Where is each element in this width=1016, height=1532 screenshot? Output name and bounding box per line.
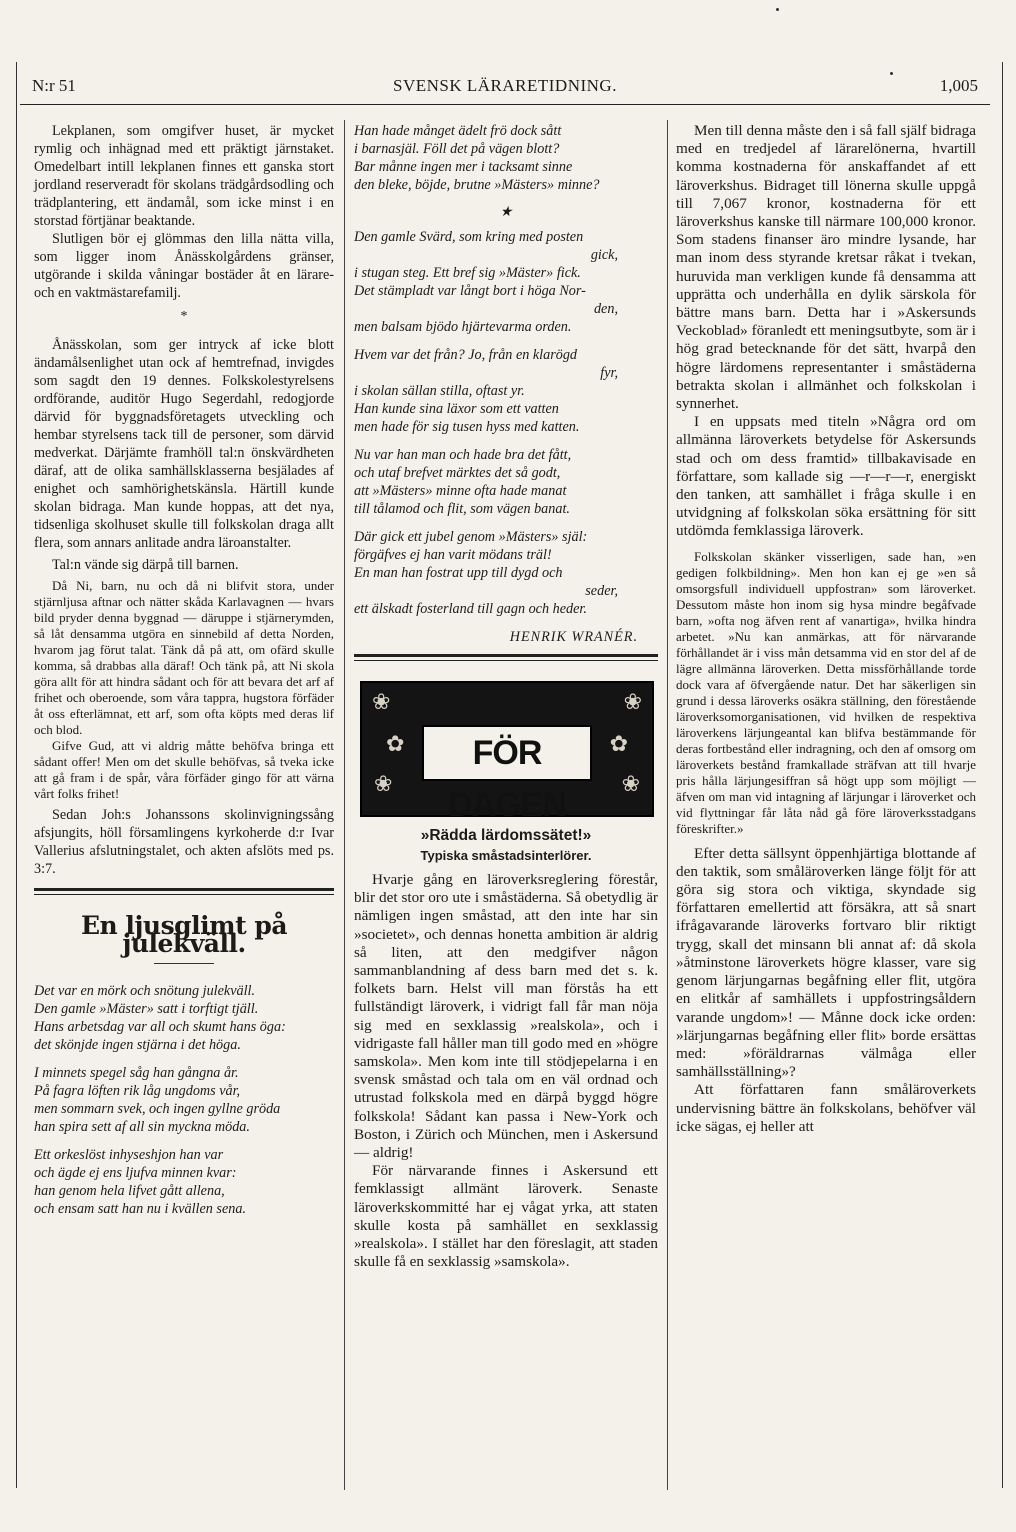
page-number: 1,005 (939, 76, 978, 95)
banner-text: FÖR DAGEN (422, 725, 592, 781)
poem-line: Han kunde sina läxor som ett vatten (354, 401, 559, 417)
paragraph: Efter detta sällsynt öppenhjärtiga blottande af den taktik, som småläroverken länge följt för att göra sig stora och viktiga, skyndade sig författaren emellertid att försäkra, att så snart ifrågavarande läroverks fortvaro blir riktigt trygg, skall det minsann bli annat af: då skola »åtminstone läroverkets högre klasser, vare sig genom lärjungarnas begåfning eller flit, utgöra en elitkår af samhällets i uppfostringsåldern varande ungdom»! — Månne dock icke orden: »lärjungarnas begåfning eller flit» borde ersättas med: »föräldrarnas välmåga eller samhällsställning»? (676, 844, 976, 1081)
page-header (32, 76, 978, 100)
poem-stanza (34, 1064, 334, 1136)
paragraph: Sedan Joh:s Johanssons skolinvigningssång afsjungits, höll församlingens kyrkoherde d:r Ivar Vallerius afslutningstalet, och akten afslöts med ps. 3:7. (34, 807, 334, 877)
poem-line: I minnets spegel såg han gångna år. (34, 1065, 239, 1081)
flower-ornament-icon: ❀ (374, 771, 393, 796)
poem-line: i barnasjäl. Föll det på vägen blott? (354, 141, 560, 157)
poem-line: han spira sett af all sin myckna möda. (34, 1119, 250, 1135)
paragraph: Lekplanen, som omgifver huset, är mycket rymlig och inhägnad med ett präktigt järnstaket. Omedelbart intill lekplanen finnes ett ganska stort jordland reserveradt för skolans trädgårdsodling och trädplantering, ett ändamål, som icke minst i en storstad förtjänar beaktande. (34, 123, 334, 229)
poem-line: Det stämpladt var långt bort i höga Nor- (354, 283, 586, 299)
poem-line: förgäfves ej han varit mödans träl! (354, 547, 552, 563)
paragraph: I en uppsats med titeln »Några ord om allmänna läroverkets betydelse för Askersunds stad och om dess framtid» tillbakavisade en författare, som kallade sig —r—r—r, energiskt den tanken, att samhället i fråga skulle i en utvidgning af folkskolan söka ersättning för sitt utdömda femklassiga läroverk. (676, 413, 976, 540)
poem-stanza (354, 228, 658, 336)
header-rule (20, 104, 990, 105)
poem-line: Hvem var det från? Jo, från en klarögd (354, 347, 578, 363)
poem-line: till tålamod och flit, som vägen banat. (354, 501, 570, 517)
poem (34, 982, 334, 1218)
poem-line: På fagra löften rik låg ungdoms vår, (34, 1083, 241, 1099)
quoted-paragraph: Folkskolan skänker visserligen, sade han, »en gedigen folkbildning». Men hon kan ej ge »en så omsorgsfull individuell uppfostran» som läroverket. Dessutom måste hon inom sig hysa mindre begåfvade barn, »ofta nog äfven rent af vanartiga», hvilka hindra arbetet. »Nu kan anmärkas, att för närvarande förhållandet är i viss mån detsamma vid en stor del af de lägre allmänna läroverken. Detta missförhållande torde dock vara af öfvergående natur. Det har säkerligen sin grund i dessa läroverks osäkra ställning, den förestående läroverksomorganisationen, vid hvilken de respektiva läroverkens lärjungeantal kan blifva bestämmande för deras fortbestånd eller indragning, och den af omsorg om läroverkets bestånd framkallade sträfvan att till hvarje pris hålla lärjungesiffran så högt upp som möjligt — äfven om man vid intagning af lärjungar i läroverket och vid flyttningar får låta nåd gå före läroverksstadgans föreskrifter.» (676, 548, 976, 836)
flower-ornament-icon: ❀ (372, 689, 391, 714)
poem-stanza (34, 982, 334, 1054)
paragraph: Men till denna måste den i så fall själf bidraga med en tredjedel af lärarelönerna, hvartill komma kostnaderna för anskaffandet af ett läroverkshus. Bidraget till lönerna skulle uppgå till 7,067 kronor, kostnaderna för ett läroverkshus kanske till närmare 100,000 kronor. Som stadens finanser äro mindre lysande, har man inom dess styrande kretsar råkat i tvekan, huruvida man verkligen kunde få densamma att upprätta och underhålla en dylik särskola för bättre mans barn. Detta har i »Askersunds Veckoblad» föranledt ett meningsutbyte, som är i hög grad betecknande för det sätt, hvarpå den högre lärdomens representanter i småstäderna betrakta skolan i allmänhet och folkskolan i synnerhet. (676, 122, 976, 413)
article-subtitle: Typiska småstadsinterlörer. (420, 848, 592, 863)
poem-line: men balsam bjödo hjärtevarma orden. (354, 319, 572, 335)
poem-line: den, (593, 301, 618, 317)
flower-ornament-icon: ❀ (623, 689, 642, 714)
column-2 (354, 122, 658, 1271)
poem-line: och utaf brefvet märktes det så godt, (354, 465, 561, 481)
column-1 (34, 122, 334, 1228)
paragraph: Tal:n vände sig därpå till barnen. (52, 557, 239, 573)
for-dagen-banner (360, 681, 654, 824)
poem-line: men hade för sig tusen hyss med katten. (354, 419, 580, 435)
poem-title: En ljusglimt på julekväll. (80, 911, 288, 958)
article-title: »Rädda lärdomssätet!» (420, 827, 592, 844)
poem-line: Nu var han man och hade bra det fått, (354, 447, 572, 463)
newspaper-title: SVENSK LÄRARETIDNING. (393, 76, 617, 95)
poem-line: Där gick ett jubel genom »Mästers» själ: (354, 529, 588, 545)
poem-line: Det var en mörk och snötung julekväll. (34, 983, 256, 999)
poem-line: att »Mästers» minne ofta hade manat (354, 483, 567, 499)
poem-line: och ägde ej ens ljufva minnen kvar: (34, 1165, 237, 1181)
poem-line: den bleke, böjde, brutne »Mästers» minne? (354, 177, 600, 193)
poem-stanza (354, 528, 658, 618)
paragraph: För närvarande finnes i Askersund ett femklassigt allmänt läroverk. Senaste läroverkskommitté har ej vågat yrka, att staten skulle kosta på samhället en sexklassig »realskola». I stället har den föreslagit, att staden skulle få en sexklassig »samskola». (354, 1162, 658, 1271)
poem-continuation (354, 122, 658, 618)
column-3 (676, 122, 976, 1136)
poem-line: ett älskadt fosterland till gagn och heder. (354, 601, 587, 617)
poem-line: En man han fostrat upp till dygd och (354, 565, 563, 581)
column-divider (344, 120, 345, 1490)
poem-line: Bar månne ingen mer i tacksamt sinne (354, 159, 573, 175)
poem-line: i stugan steg. Ett bref sig »Mäster» fick. (354, 265, 581, 281)
poem-line: Den gamle Svärd, som kring med posten (354, 229, 584, 245)
poem-line: Ett orkeslöst inhyseshjon han var (34, 1147, 224, 1163)
poem-line: Han hade månget ädelt frö dock sått (354, 123, 562, 139)
paragraph: Att författaren fann småläroverkets undervisning bättre än folkskolans, behöfver väl icke sägas, ej heller att (676, 1081, 976, 1135)
short-rule (154, 963, 214, 964)
poem-line: och ensam satt han nu i kvällen sena. (34, 1201, 246, 1217)
flower-ornament-icon: ❀ (621, 771, 640, 796)
paragraph: Slutligen bör ej glömmas den lilla nätta villa, som ligger inom Ånässkolgårdens gränser, utgörande i skilda våningar bostäder åt en lärare- och en vaktmästarefamilj. (34, 231, 334, 301)
print-speck (776, 8, 779, 11)
section-rule (34, 888, 334, 895)
poem-line: seder, (585, 583, 618, 599)
poem-line: han genom hela lifvet gått allena, (34, 1183, 225, 1199)
section-rule (354, 654, 658, 661)
speech-quote: Gifve Gud, att vi aldrig måtte behöfva bringa ett sådant offer! Men om det skulle behöfvas, så tveka icke att gå fram i de spår, våra förfäder gingo för att värna vårt folks frihet! (34, 738, 334, 801)
star-separator: ★ (499, 205, 513, 220)
poem-stanza (354, 346, 658, 436)
poem-line: det skönjde ingen stjärna i det höga. (34, 1037, 241, 1053)
poem-stanza (34, 1146, 334, 1218)
poem-stanza (354, 122, 658, 194)
poem-line: fyr, (600, 365, 618, 381)
poem-line: i skolan sällan stilla, oftast yr. (354, 383, 525, 399)
issue-number: N:r 51 (32, 76, 76, 95)
speech-quote: Då Ni, barn, nu och då ni blifvit stora, under stjärnljusa aftnar och nätter skåda Karlavagnen — hvars bild pryder denna byggnad — däruppe i stjärnerymden, så låt densamma utgöra en sinnebild af detta Norden, hvarom jag förut talat. Tänk då på att, om ofärd skulle komma, så drabbas alla däraf! Och tänk på, att Ni skola göra allt för att hindra sådant och för att bevara det arf af frihet och oberoende, som våra tappra, hugstora förfäder åt oss efterlämnat, ett arf, som ofta köpts med deras lif och blod. (34, 578, 334, 737)
poem-stanza (354, 446, 658, 518)
column-divider (667, 120, 668, 1490)
poem-line: Den gamle »Mäster» satt i torftigt tjäll. (34, 1001, 259, 1017)
paragraph: Hvarje gång en läroverksreglering förestår, blir det stor oro ute i småstäderna. Så obetydlig är nämligen ingen småstad, att den inte har sin »societet», och dennas honetta ambition är aldrig så liten, att den medgifver någon sammanblandning af dess barn med det s. k. folkets barn. Helst vill man förstås ha ett fullständigt läroverk, i vidrigt fall får man nöja sig med en sexklassig »realskola», och i vidrigaste fall håller man till godo med en »högre samskola». Men kom inte till stödjepelarna i en svensk småstad och tala om en väl ordnad och utrustad folkskola med en därpå byggd högre folkskola! Sådant kan passa i New-York och Boston, i Zürich och München, men i Askersund — aldrig! (354, 871, 658, 1162)
paragraph: Ånässkolan, som ger intryck af icke blott ändamålsenlighet utan ock af hemtrefnad, invigdes som sagdt den 19 dennes. Folkskolestyrelsens ordförande, auditör Hugo Segerdahl, redogjorde därvid för byggnadsföretagets utveckling och hembar styrelsens tack till de personer, som därvid medverkat. Därjämte framhöll tal:n önskvärdheten däraf, att de olika samhällsklasserna besjälades af enighet och samhörighetskänsla. Härtill kunde skolan bidraga. Man kunde hoppas, att det nya, tidsenliga skolhuset skulle till folkskolan draga allt flera, som annars anlitade andra läroanstalter. (34, 337, 334, 551)
poem-line: Hans arbetsdag var all och skumt hans öga: (34, 1019, 286, 1035)
flower-ornament-icon: ✿ (386, 731, 405, 756)
poem-author: HENRIK WRANÉR. (509, 629, 638, 645)
poem-line: men sommarn svek, och ingen gyllne gröda (34, 1101, 281, 1117)
asterisk-separator: * (180, 309, 188, 324)
poem-line: gick, (590, 247, 618, 263)
flower-ornament-icon: ✿ (609, 731, 628, 756)
